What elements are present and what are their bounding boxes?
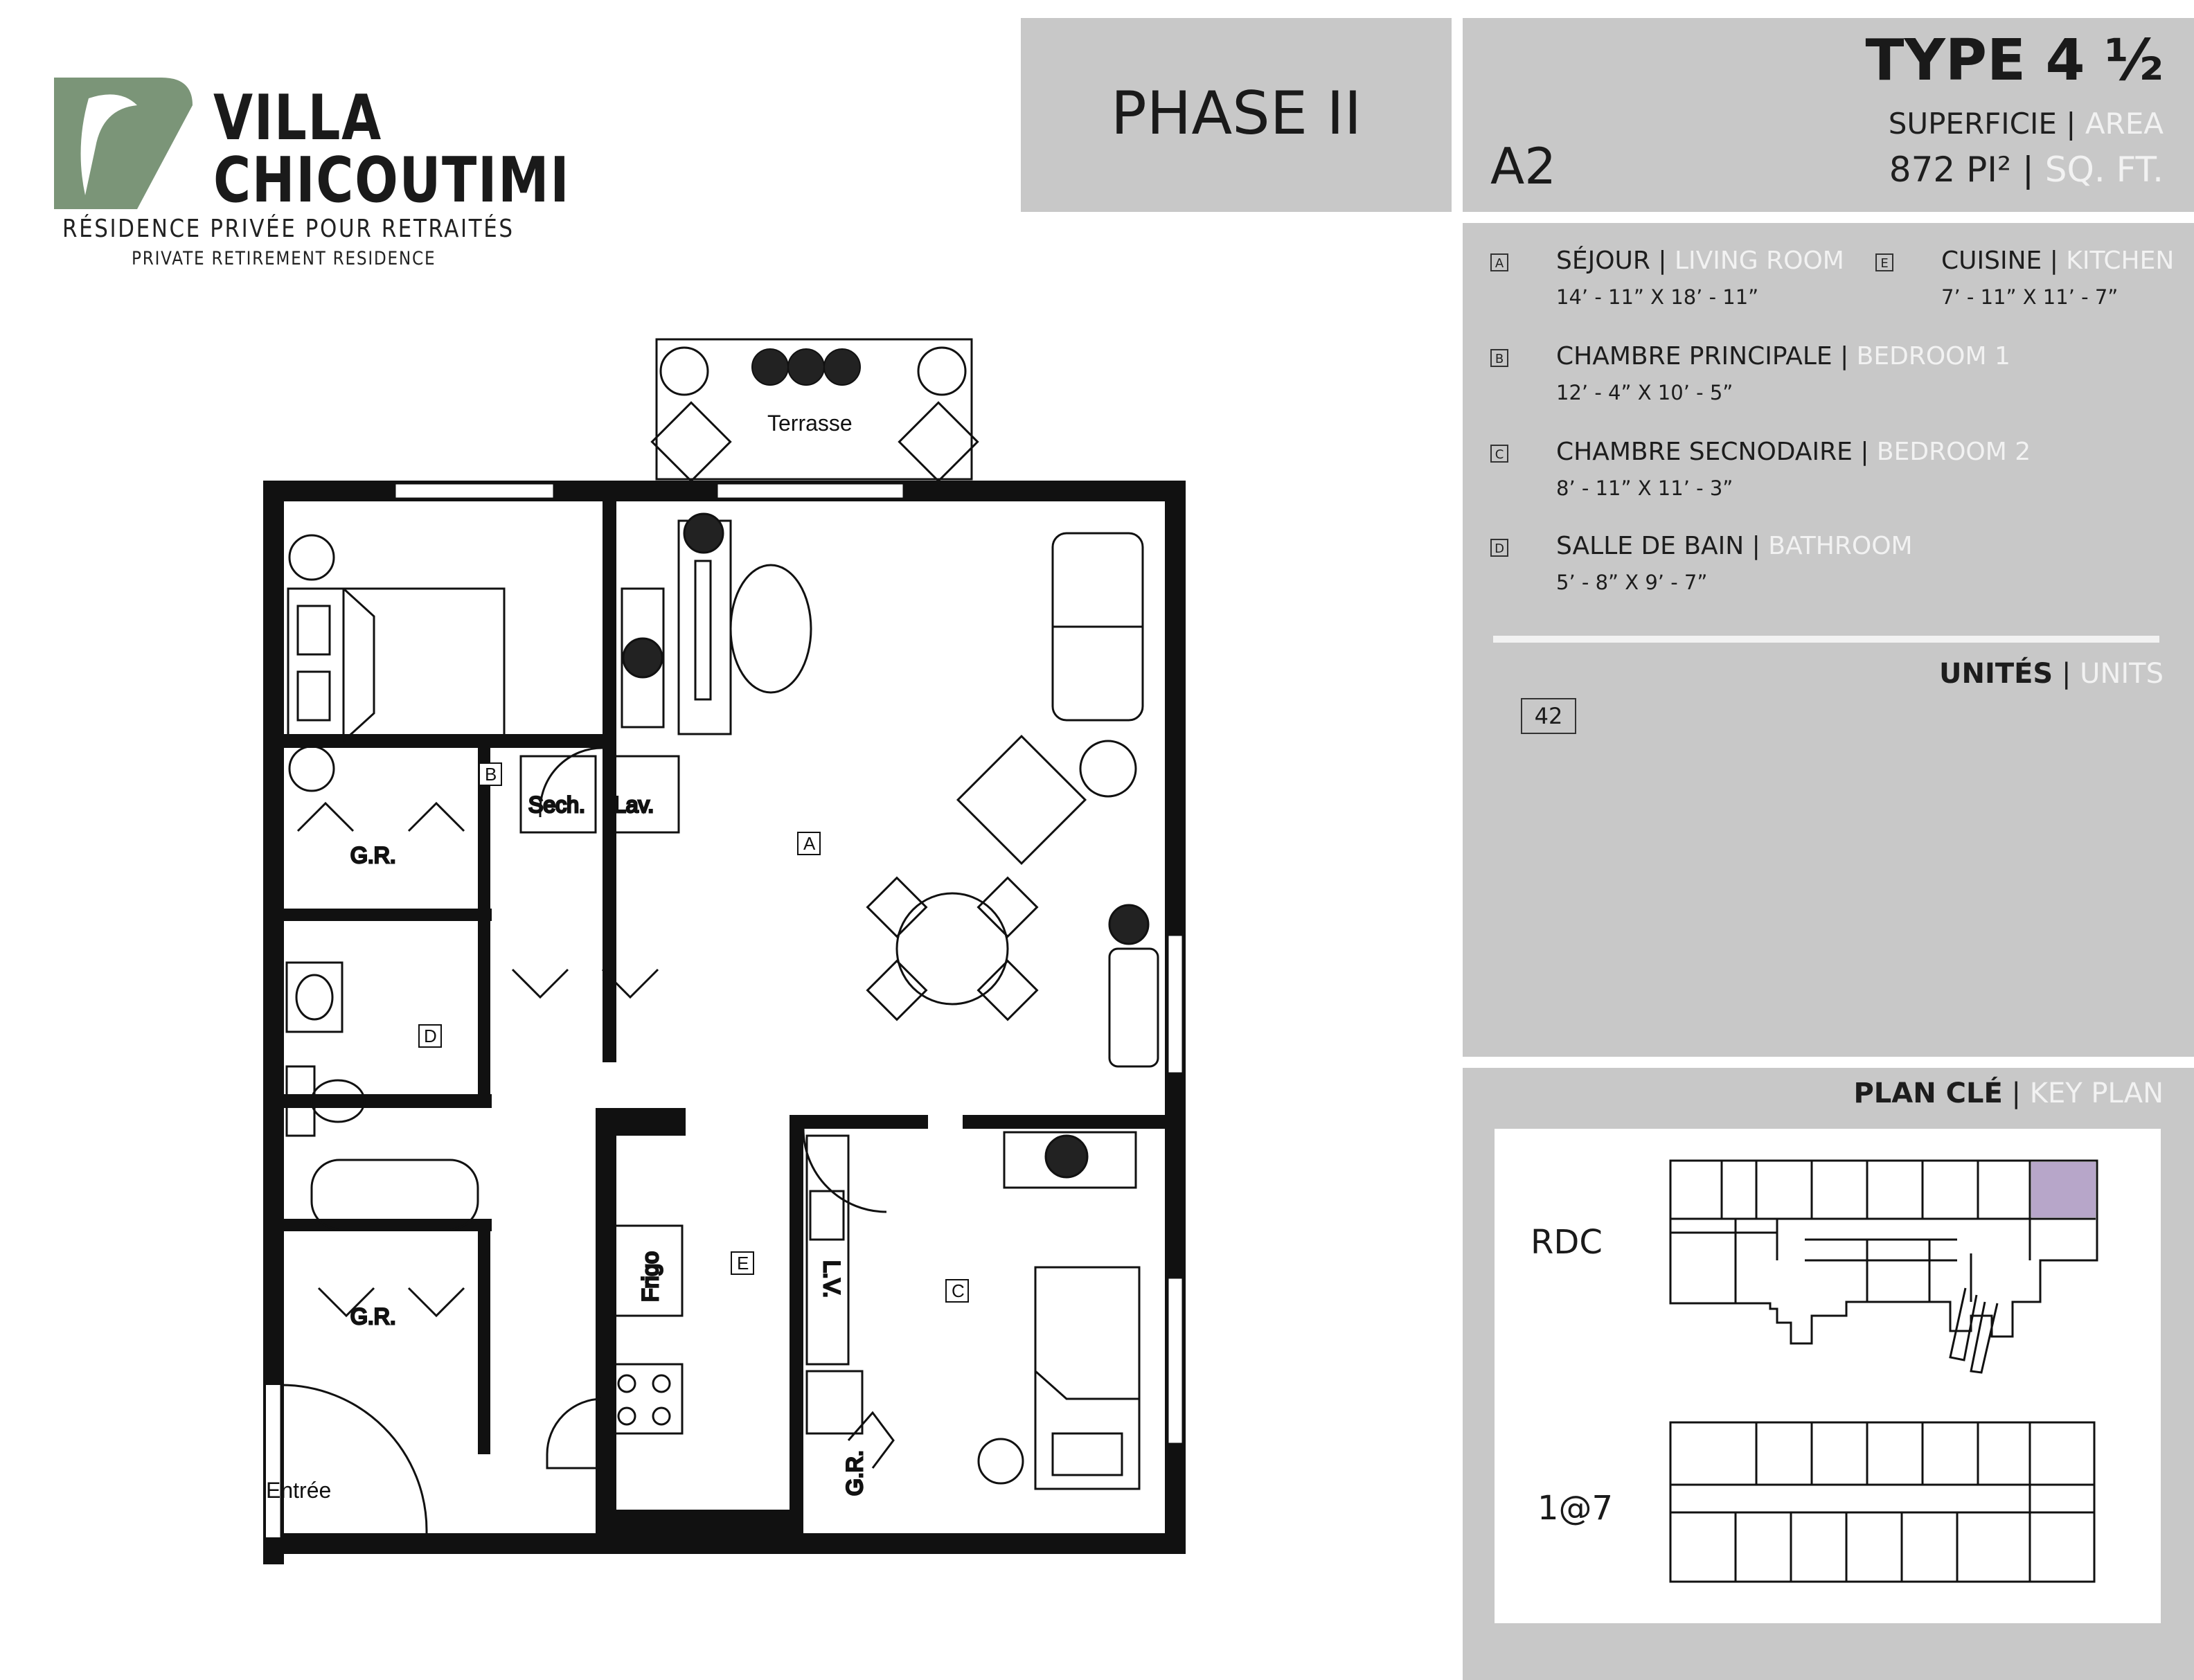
key-plan-panel <box>1463 1068 2194 1680</box>
entry-label: Entrée <box>266 1478 332 1503</box>
door-swing <box>547 1399 603 1468</box>
plant-icon <box>752 349 860 385</box>
unit-number: 42 <box>1534 703 1563 729</box>
dining-chair-icon <box>979 961 1037 1020</box>
laundry-area <box>350 756 679 997</box>
room-code-e: E <box>1875 253 1893 271</box>
closet-door-icon <box>512 969 658 997</box>
room-row-e: E CUISINE | KITCHEN 7’ - 11” X 11’ - 7” <box>1875 247 2180 323</box>
room-row-b: B CHAMBRE PRINCIPALE | BEDROOM 1 12’ - 4” X 10’ - 5” <box>1490 342 2155 418</box>
dining-chair-icon <box>868 878 927 937</box>
door-swing <box>803 1129 886 1212</box>
closet-door-icon <box>298 803 464 831</box>
key-plan-upper <box>1666 1411 2110 1598</box>
brand-block <box>54 78 571 285</box>
room-label-d: D <box>424 1026 437 1046</box>
dining-chair-icon <box>979 878 1037 937</box>
room-name-fr: SALLE DE BAIN <box>1556 532 1745 560</box>
room-codes <box>419 763 968 1302</box>
room-name-en: BATHROOM <box>1768 532 1913 560</box>
armchair-icon <box>958 736 1085 864</box>
bedroom-c-furniture <box>803 1129 1139 1496</box>
section-divider <box>1493 636 2159 643</box>
room-name-fr: CHAMBRE SECNODAIRE <box>1556 438 1853 466</box>
kitchen-fixtures <box>547 1136 862 1468</box>
units-label-en: UNITS <box>2080 658 2164 690</box>
key-plan-heading: PLAN CLÉ | KEY PLAN <box>1853 1078 2164 1109</box>
floor-plan <box>256 332 1198 1579</box>
exterior-walls <box>263 481 1186 1564</box>
room-label-c: C <box>952 1280 965 1301</box>
rooms-panel <box>1463 223 2194 1057</box>
bed-icon <box>1035 1267 1139 1489</box>
room-name-fr: SÉJOUR <box>1556 247 1650 275</box>
room-label-b: B <box>485 764 497 785</box>
unit-code: A2 <box>1490 137 1557 195</box>
plant-icon <box>979 1439 1023 1483</box>
room-dims: 8’ - 11” X 11’ - 3” <box>1556 476 1733 500</box>
room-row-d: D SALLE DE BAIN | BATHROOM 5’ - 8” X 9’ - 7” <box>1490 532 2155 608</box>
room-name-en: LIVING ROOM <box>1674 247 1844 275</box>
plant-icon <box>623 638 662 677</box>
key-plan-label-fr: PLAN CLÉ <box>1853 1078 2003 1109</box>
room-row-a: A SÉJOUR | LIVING ROOM 14’ - 11” X 18’ - 11” <box>1490 247 1837 323</box>
brand-name-line1: VILLA <box>213 82 382 154</box>
units-label-fr: UNITÉS <box>1938 658 2053 690</box>
dining-table-icon <box>897 893 1008 1004</box>
plant-icon <box>289 535 334 580</box>
room-name-en: BEDROOM 1 <box>1856 342 2010 370</box>
unit-type-title: TYPE 4 ½ <box>1865 28 2164 93</box>
pantry-icon <box>807 1371 862 1433</box>
bathroom-fixtures <box>287 963 478 1329</box>
dryer-label: Sech. <box>528 792 585 817</box>
closet-label: G.R. <box>842 1450 867 1496</box>
units-heading: UNITÉS | UNITS <box>1938 658 2164 690</box>
dishwasher-label: L.V. <box>819 1260 844 1298</box>
room-code-b: B <box>1490 349 1508 367</box>
room-dims: 14’ - 11” X 18’ - 11” <box>1556 285 1759 309</box>
closet-label: G.R. <box>350 843 396 868</box>
area-value-row: 872 PI² | SQ. FT. <box>1889 150 2164 190</box>
washer-label: Lav. <box>614 792 654 817</box>
area-unit-en: SQ. FT. <box>2044 150 2164 190</box>
room-label-e: E <box>737 1253 749 1274</box>
coffee-table-icon <box>731 565 811 692</box>
stove-icon <box>606 1364 682 1433</box>
dining-chair-icon <box>868 961 927 1020</box>
room-dims: 12’ - 4” X 10’ - 5” <box>1556 381 1733 404</box>
kitchen-sink-icon <box>810 1191 844 1240</box>
area-label-en: AREA <box>2085 107 2164 141</box>
sink-icon <box>287 963 342 1032</box>
highlighted-unit <box>2031 1162 2096 1217</box>
phase-label: PHASE II <box>1110 79 1362 148</box>
interior-walls <box>284 481 1170 1533</box>
room-code-a: A <box>1490 253 1508 271</box>
villa-logo-icon <box>54 78 193 209</box>
area-label-fr: SUPERFICIE <box>1888 107 2057 141</box>
room-name-en: KITCHEN <box>2066 247 2175 275</box>
console-icon <box>1109 949 1158 1066</box>
entry-door-swing <box>281 1385 427 1537</box>
area-value: 872 PI² <box>1889 150 2012 190</box>
bed-icon <box>288 589 504 741</box>
room-dims: 7’ - 11” X 11’ - 7” <box>1941 285 2119 309</box>
plant-icon <box>684 514 723 553</box>
key-plan-card <box>1495 1129 2161 1623</box>
counter-icon <box>807 1136 848 1364</box>
brand-tagline-fr: RÉSIDENCE PRIVÉE POUR RETRAITÉS <box>62 215 515 243</box>
plant-icon <box>1046 1136 1087 1177</box>
floor-label-rdc: RDC <box>1531 1223 1603 1262</box>
plant-icon <box>1109 905 1148 944</box>
living-room-furniture <box>679 514 1158 1066</box>
room-dims: 5’ - 8” X 9’ - 7” <box>1556 571 1708 594</box>
unit-type-panel <box>1463 18 2194 212</box>
room-label-a: A <box>803 833 816 854</box>
fridge-label: Frigo <box>638 1251 663 1302</box>
room-name-fr: CHAMBRE PRINCIPALE <box>1556 342 1832 370</box>
brand-name-line2: CHICOUTIMI <box>213 144 571 217</box>
area-label: SUPERFICIE | AREA <box>1888 107 2164 141</box>
brand-tagline-en: PRIVATE RETIREMENT RESIDENCE <box>132 248 436 269</box>
room-name-en: BEDROOM 2 <box>1876 438 2031 466</box>
unit-number-badge[interactable] <box>1521 698 1576 734</box>
side-table-icon <box>1080 741 1136 796</box>
room-row-c: C CHAMBRE SECNODAIRE | BEDROOM 2 8’ - 11” X 11’ - 3” <box>1490 438 2155 514</box>
terrace-label: Terrasse <box>767 411 853 436</box>
key-plan-rdc <box>1666 1150 2110 1399</box>
key-plan-label-en: KEY PLAN <box>2029 1078 2164 1109</box>
phase-panel <box>1021 18 1452 212</box>
room-code-c: C <box>1490 445 1508 463</box>
closet-label: G.R. <box>350 1304 396 1329</box>
floor-label-upper: 1@7 <box>1537 1489 1614 1528</box>
room-name-fr: CUISINE <box>1941 247 2042 275</box>
room-code-d: D <box>1490 539 1508 557</box>
plant-icon <box>289 747 334 791</box>
terrace <box>652 339 977 481</box>
